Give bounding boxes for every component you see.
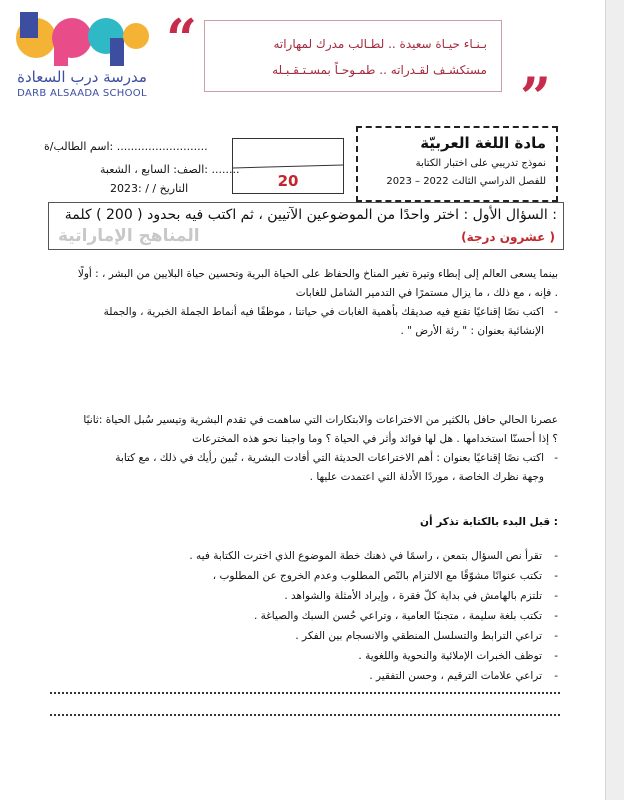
tip-dash: - — [554, 610, 558, 622]
topic2-dash: - — [554, 452, 558, 464]
grade-field: ........ :الصف: السابع ، الشعبة — [100, 163, 240, 176]
topic1-intro-line2: . فإنه ، مع ذلك ، ما يزال مستمرًا في التدمير الشامل للغابات — [295, 287, 558, 299]
quote-open-icon: “ — [166, 7, 198, 71]
logo-orange-small — [123, 23, 149, 49]
tip-dash: - — [554, 650, 558, 662]
date-field: التاريخ / / :2023 — [110, 182, 189, 195]
tip-item: تلتزم بالهامش في بداية كلّ فقرة ، وإيراد الأمثلة والشواهد . — [284, 590, 542, 602]
score-box — [232, 138, 344, 194]
tip-item: تكتب عنوانًا مشوّقًا مع الالتزام بالنّص المطلوب وعدم الخروج عن المطلوب ، — [212, 570, 542, 582]
topic1-intro-line1: بينما يسعى العالم إلى إبطاء وتيرة تغير المناخ والحفاظ على الحياة البرية وتحسين حياة البلايين من البشر ، : أولًا — [77, 268, 558, 280]
subject-title: مادة اللغة العربيّة — [420, 134, 546, 152]
writing-line[interactable] — [50, 692, 560, 694]
tip-item: تقرأ نص السؤال بتمعن ، راسمًا في ذهنك خطة الموضوع الذي اخترت الكتابة فيه . — [189, 550, 542, 562]
subject-box — [356, 126, 558, 202]
tip-dash: - — [554, 630, 558, 642]
tip-dash: - — [554, 670, 558, 682]
quote-close-icon: ” — [520, 65, 552, 129]
school-name-arabic: مدرسة درب السعادة — [17, 68, 147, 86]
topic1-dash: - — [554, 306, 558, 318]
topic2-task-line2: وجهة نظرك الخاصة ، موردًا الأدلة التي اعتمدت عليها . — [309, 471, 544, 483]
score-divider — [233, 165, 343, 169]
subject-term: للفصل الدراسي الثالث 2022 – 2023 — [386, 176, 546, 187]
tips-heading: : قبل البدء بالكتابة تذكر أن — [420, 516, 558, 528]
tip-dash: - — [554, 570, 558, 582]
topic1-task-line1: اكتب نصًا إقناعيًا تقنع فيه صديقك بأهمية الغابات في حياتنا ، موظفًا فيه أنماط الجملة الخبرية ، والجملة — [103, 306, 544, 318]
logo-pink-stem — [54, 36, 68, 66]
watermark-text: المناهج الإماراتية — [58, 226, 200, 246]
page-edge — [605, 0, 624, 800]
logo-blue-shape — [20, 12, 38, 38]
tip-item: توظف الخبرات الإملائية والنحوية واللغوية . — [358, 650, 542, 662]
motto-line-2: مستكشـف لقـدراته .. طمـوحـاً بمسـتـقـبـله — [272, 63, 487, 77]
school-name-english: DARB ALSAADA SCHOOL — [17, 88, 147, 99]
student-name-field: .......................... :اسم الطالب/ة — [44, 140, 208, 153]
question-points: ( عشرون درجة) — [461, 230, 555, 244]
writing-line[interactable] — [50, 714, 560, 716]
logo-blue-stem — [110, 38, 124, 66]
topic2-intro-line2: ؟ إذا أحسنّا استخدامها . هل لها فوائد وأثر في الحياة ؟ وما واجبنا نحو هذه المخترعات — [192, 433, 558, 445]
tip-dash: - — [554, 590, 558, 602]
tip-item: تكتب بلغة سليمة ، متجنبًا العامية ، وتراعي حُسن السبك والصياغة . — [253, 610, 542, 622]
score-total: 20 — [277, 172, 299, 190]
tip-item: تراعي الترابط والتسلسل المنطقي والانسجام بين الفكر . — [295, 630, 542, 642]
subject-exam-type: نموذج تدريبي على اختبار الكتابة — [415, 158, 546, 169]
motto-box — [204, 20, 502, 92]
tip-item: تراعي علامات الترقيم ، وحسن التفقير . — [369, 670, 542, 682]
topic2-task-line1: اكتب نصًا إقناعيًا بعنوان : أهم الاختراعات الحديثة التي أفادت البشرية ، تُبين رأيك في ذلك ، مع كتابة — [115, 452, 544, 464]
topic2-intro-line1: عصرنا الحالي حافل بالكثير من الاختراعات والابتكارات التي ساهمت في تقدم البشرية وتيسير سُبل الحياة :ثانيًا — [83, 414, 558, 426]
tip-dash: - — [554, 550, 558, 562]
question-title: : السؤال الأول : اختر واحدًا من الموضوعين الآتيين ، ثم اكتب فيه بحدود ( 200 ) كلمة — [64, 207, 557, 223]
school-logo — [14, 8, 150, 100]
logo-shapes-icon — [14, 8, 150, 70]
topic1-task-line2: الإنشائية بعنوان : " رئة الأرض " . — [400, 325, 544, 337]
motto-line-1: بـنـاء حيـاة سعيدة .. لطـالب مدرك لمهاراته — [273, 37, 487, 51]
